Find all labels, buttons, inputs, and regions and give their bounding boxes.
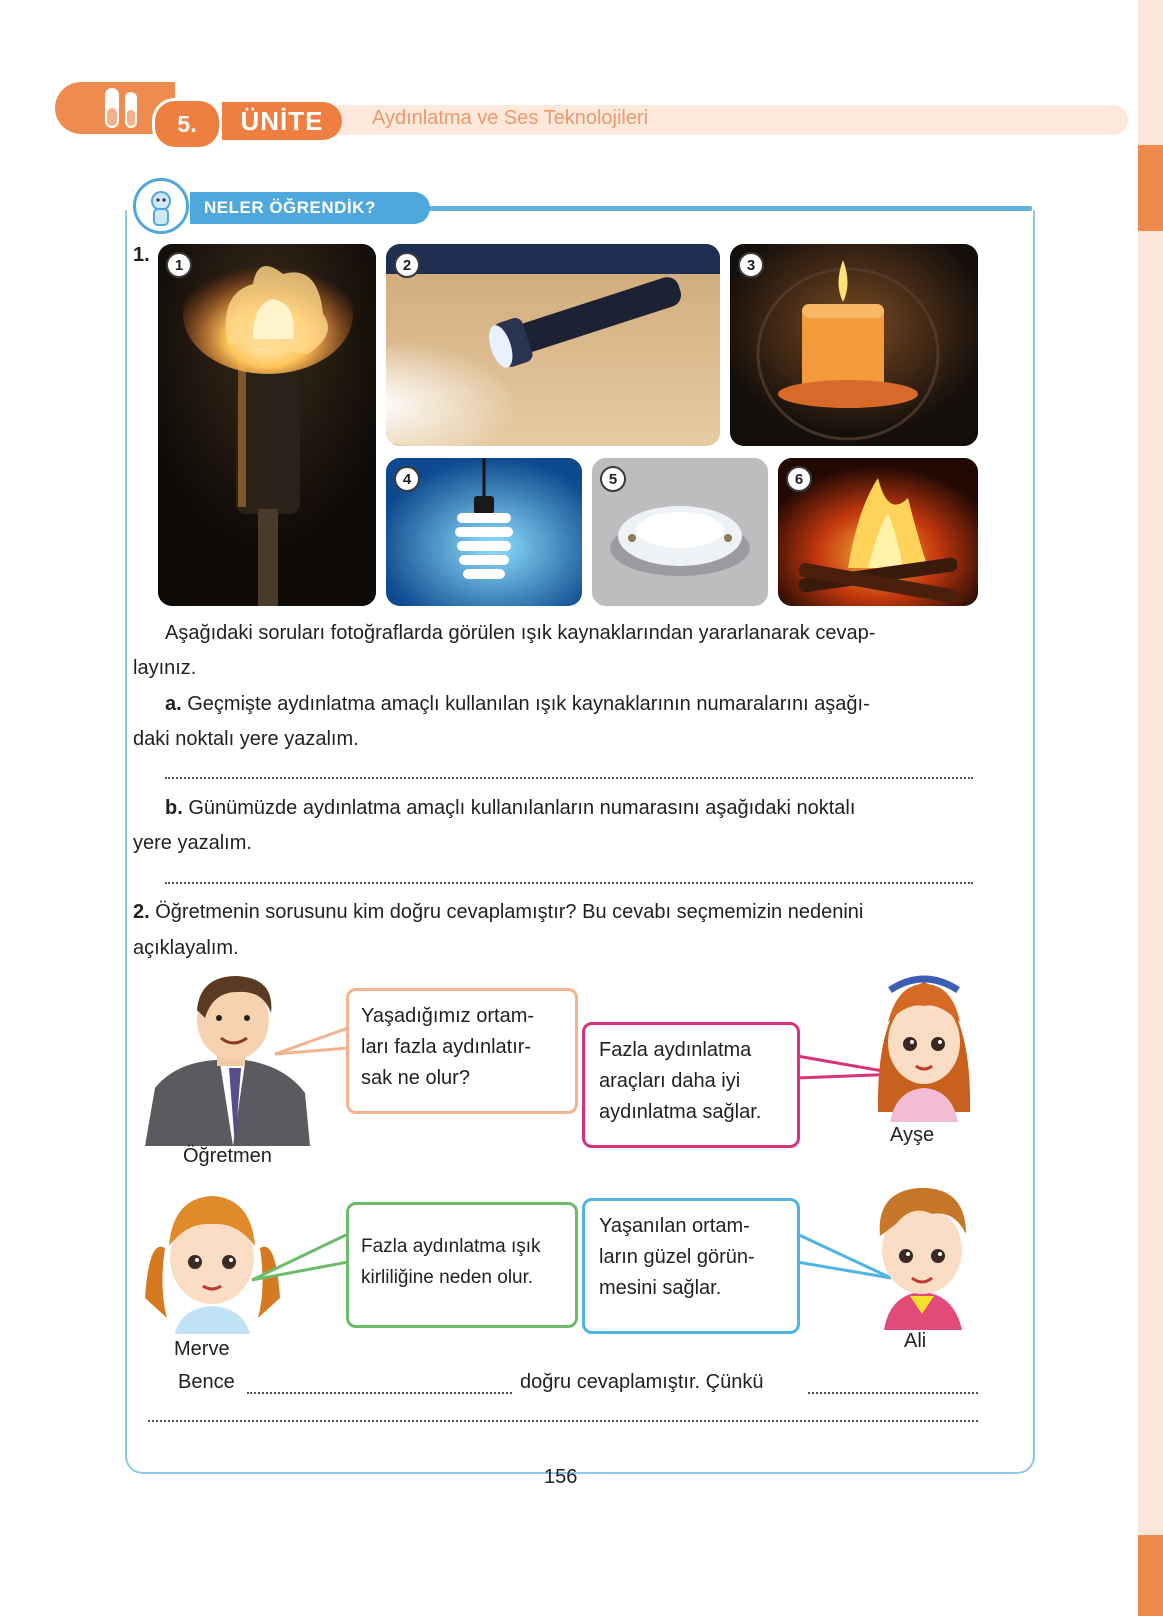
page-edge-tab-bottom	[1138, 1535, 1163, 1616]
ali-speech-line: Yaşanılan ortam-	[599, 1215, 750, 1237]
page-edge-tab	[1138, 145, 1163, 231]
unit-number-badge: 5.	[152, 98, 222, 150]
photo-number: 4	[394, 466, 420, 492]
q1-part-a-text: Geçmişte aydınlatma amaçlı kullanılan ışık kaynaklarının numaralarını aşağı-	[181, 693, 870, 715]
teacher-speech-line: Yaşadığımız ortam-	[361, 1005, 535, 1027]
candle-icon	[730, 244, 978, 446]
question-2-number: 2.	[133, 901, 150, 923]
page-edge-band	[1138, 0, 1163, 1616]
mascot-icon	[133, 178, 189, 234]
q2-line-2: açıklayalım.	[133, 937, 239, 959]
photo-number: 2	[394, 252, 420, 278]
answer-name-blank[interactable]	[247, 1392, 512, 1394]
ali-illustration	[862, 1174, 982, 1330]
ayse-icon	[868, 962, 980, 1122]
q1-part-a-line-1	[165, 686, 870, 723]
teacher-speech-line: ları fazla aydınlatır-	[361, 1036, 532, 1058]
teacher-bubble-tail	[270, 1020, 350, 1060]
q1-part-a-label: a.	[165, 693, 182, 715]
ayse-illustration	[868, 962, 980, 1122]
merve-speech-bubble	[346, 1202, 578, 1328]
ali-speech-line: ların güzel görün-	[599, 1246, 755, 1268]
q1-part-b-line-1	[165, 790, 855, 827]
q2-text: Öğretmenin sorusunu kim doğru cevaplamıştır? Bu cevabı seçmemizin nedenini	[149, 901, 864, 923]
merve-speech-line: Fazla aydınlatma ışık	[361, 1236, 541, 1257]
q2-line-1	[133, 894, 863, 931]
merve-name: Merve	[174, 1338, 230, 1360]
frame-top-bar	[420, 206, 1032, 211]
question-1-number: 1.	[133, 244, 150, 266]
q1-a-answer-line[interactable]	[165, 777, 973, 779]
answer-reason-blank[interactable]	[808, 1392, 978, 1394]
section-title-banner: NELER ÖĞRENDİK?	[190, 192, 430, 224]
photo-number: 5	[600, 466, 626, 492]
q1-b-answer-line[interactable]	[165, 882, 973, 884]
unit-label: ÜNİTE	[222, 102, 342, 140]
merve-bubble-tail	[248, 1228, 350, 1288]
teacher-name: Öğretmen	[183, 1145, 272, 1167]
merve-speech-line: kirliliğine neden olur.	[361, 1267, 534, 1288]
ali-speech-bubble	[582, 1198, 800, 1334]
page-number: 156	[544, 1466, 578, 1488]
photo-torch	[158, 244, 376, 606]
ayse-name: Ayşe	[890, 1124, 935, 1146]
photo-candle	[730, 244, 978, 446]
answer-reason-line-2[interactable]	[148, 1420, 978, 1422]
q1-part-b-label: b.	[165, 797, 183, 819]
photo-campfire	[778, 458, 978, 606]
ayse-speech-line: araçları daha iyi	[599, 1070, 741, 1092]
q1-intro-line-2: layınız.	[133, 657, 197, 679]
ayse-speech-bubble	[582, 1022, 800, 1148]
torch-fire-icon	[158, 244, 376, 606]
photo-flashlight	[386, 244, 720, 446]
photo-bulb	[386, 458, 582, 606]
teacher-speech-line: sak ne olur?	[361, 1067, 470, 1089]
ali-name: Ali	[904, 1330, 927, 1352]
q1-part-b-line-2: yere yazalım.	[133, 832, 252, 854]
photo-number: 6	[786, 466, 812, 492]
photo-number: 1	[166, 252, 192, 278]
flashlight-icon	[386, 244, 720, 446]
q1-intro-line-1: Aşağıdaki soruları fotoğraflarda görülen ışık kaynaklarından yararlanarak cevap-	[165, 622, 876, 644]
q1-part-a-line-2: daki noktalı yere yazalım.	[133, 728, 359, 750]
ayse-speech-line: aydınlatma sağlar.	[599, 1101, 762, 1123]
answer-mid-text: doğru cevaplamıştır. Çünkü	[520, 1371, 764, 1393]
ali-speech-line: mesini sağlar.	[599, 1277, 722, 1299]
ayse-speech-line: Fazla aydınlatma	[599, 1039, 752, 1061]
unit-title: Aydınlatma ve Ses Teknolojileri	[372, 107, 649, 129]
q1-part-b-text: Günümüzde aydınlatma amaçlı kullanılanların numarasını aşağıdaki noktalı	[182, 797, 856, 819]
ali-icon	[862, 1174, 982, 1330]
photo-number: 3	[738, 252, 764, 278]
photo-ceiling-lamp	[592, 458, 768, 606]
teacher-speech-bubble	[346, 988, 578, 1114]
answer-bence: Bence	[178, 1371, 235, 1393]
